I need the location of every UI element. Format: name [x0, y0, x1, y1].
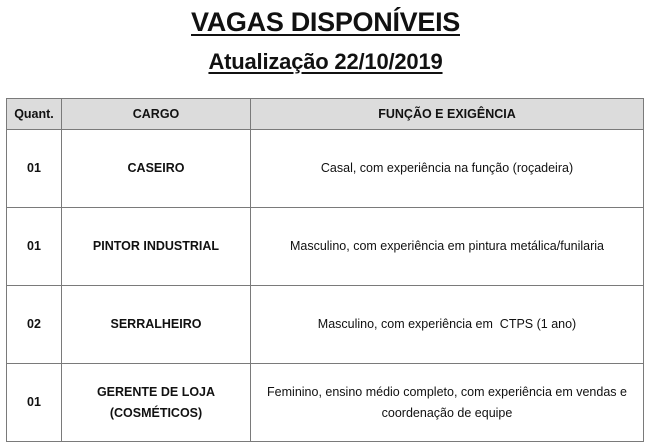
column-header-quant: Quant.: [7, 99, 62, 130]
cell-funcao: Masculino, com experiência em CTPS (1 ano): [251, 286, 644, 364]
table-row: [7, 286, 644, 364]
column-header-funcao: FUNÇÃO E EXIGÊNCIA: [251, 99, 644, 130]
cell-cargo: PINTOR INDUSTRIAL: [62, 208, 251, 286]
table-header-row: [7, 99, 644, 130]
cell-cargo: GERENTE DE LOJA (COSMÉTICOS): [62, 364, 251, 442]
vacancies-table: [6, 98, 644, 442]
table-row: [7, 364, 644, 442]
table-row: [7, 130, 644, 208]
page-title: [0, 6, 651, 38]
subtitle-text: Atualização 22/10/2019: [208, 49, 443, 74]
table-row: [7, 208, 644, 286]
column-header-cargo: CARGO: [62, 99, 251, 130]
cell-quant: 01: [7, 208, 62, 286]
update-date: [0, 48, 651, 76]
cell-cargo: CASEIRO: [62, 130, 251, 208]
cell-funcao: Feminino, ensino médio completo, com experiência em vendas e coordenação de equipe: [251, 364, 644, 442]
title-text: VAGAS DISPONÍVEIS: [191, 7, 460, 37]
cell-quant: 02: [7, 286, 62, 364]
cell-cargo: SERRALHEIRO: [62, 286, 251, 364]
cell-funcao: Casal, com experiência na função (roçadeira): [251, 130, 644, 208]
cell-quant: 01: [7, 364, 62, 442]
cell-quant: 01: [7, 130, 62, 208]
cell-funcao: Masculino, com experiência em pintura metálica/funilaria: [251, 208, 644, 286]
